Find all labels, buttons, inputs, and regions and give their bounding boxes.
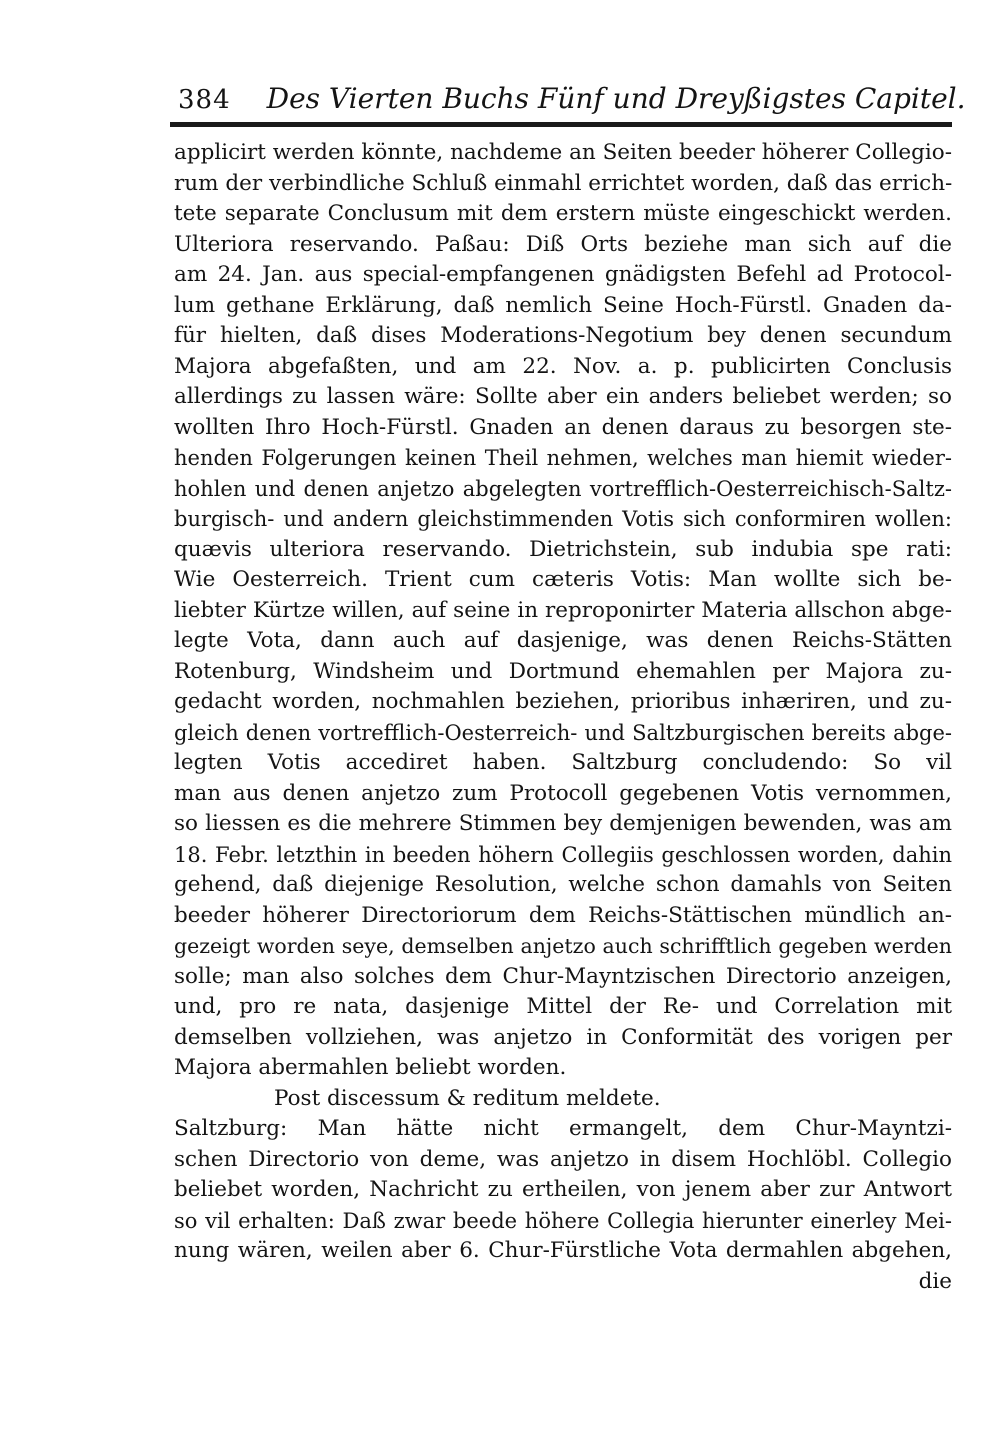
text-line: gezeigt worden seye, demselben anjetzo auch schrifftlich gegeben werden — [174, 934, 952, 958]
text-line: so vil erhalten: Daß zwar beede höhere Collegia hierunter einerley Mei- — [174, 1208, 952, 1233]
text-line: so liessen es die mehrere Stimmen bey demjenigen bewenden, was am — [174, 811, 952, 836]
text-line: henden Folgerungen keinen Theil nehmen, welches man hiemit wieder- — [174, 446, 952, 470]
text-line: legten Votis accediret haben. Saltzburg concludendo: So vil — [174, 750, 952, 775]
text-line: Saltzburg: Man hätte nicht ermangelt, dem Chur-Mayntzi- — [174, 1116, 952, 1141]
text-line: 18. Febr. letzthin in beeden höhern Collegiis geschlossen worden, dahin — [174, 842, 952, 867]
text-line: gleich denen vortrefflich-Oesterreich- und Saltzburgischen bereits abge- — [174, 720, 952, 745]
text-line: gehend, daß diejenige Resolution, welche schon damahls von Seiten — [174, 872, 952, 897]
text-line: legte Vota, dann auch auf dasjenige, was denen Reichs-Stätten — [174, 628, 952, 653]
text-line: wollten Ihro Hoch-Fürstl. Gnaden an denen daraus zu besorgen ste- — [174, 414, 952, 440]
text-line: und, pro re nata, dasjenige Mittel der Re- und Correlation mit — [174, 994, 952, 1019]
header-rule — [170, 122, 952, 127]
text-line: allerdings zu lassen wäre: Sollte aber ein anders beliebet werden; so — [174, 384, 952, 409]
text-line: nung wären, weilen aber 6. Chur-Fürstliche Vota dermahlen abgehen, — [174, 1238, 952, 1263]
text-line: Majora abermahlen beliebt worden. — [174, 1055, 567, 1080]
text-line: beliebet worden, Nachricht zu ertheilen, von jenem aber zur Antwort — [174, 1177, 952, 1202]
page-number: 384 — [178, 85, 231, 115]
running-title: Des Vierten Buchs Fünf und Dreyßigstes Capitel. — [266, 82, 966, 115]
text-line: demselben vollziehen, was anjetzo in Conformität des vorigen per — [174, 1024, 952, 1050]
text-line: lum gethane Erklärung, daß nemlich Seine Hoch-Fürstl. Gnaden da- — [174, 292, 952, 318]
text-line: liebter Kürtze willen, auf seine in reproponirter Materia allschon abge- — [174, 597, 952, 623]
text-line: tete separate Conclusum mit dem erstern müste eingeschickt werden. — [174, 201, 952, 226]
text-line: beeder höherer Directoriorum dem Reichs-Stättischen mündlich an- — [174, 902, 952, 928]
catchword: die — [918, 1268, 952, 1294]
body-text — [174, 138, 952, 1297]
text-line: applicirt werden könnte, nachdeme an Seiten beeder höherer Collegio- — [174, 140, 952, 165]
text-line: für hielten, daß dises Moderations-Negotium bey denen secundum — [174, 323, 952, 348]
text-line: schen Directorio von deme, was anjetzo in disem Hochlöbl. Collegio — [174, 1146, 952, 1172]
text-line: Ulteriora reservando. Paßau: Diß Orts beziehe man sich auf die — [174, 231, 952, 257]
text-line: man aus denen anjetzo zum Protocoll gegebenen Votis vernommen, — [174, 780, 952, 806]
text-line: Rotenburg, Windsheim und Dortmund ehemahlen per Majora zu- — [174, 658, 952, 684]
text-line: burgisch- und andern gleichstimmenden Votis sich conformiren wollen: — [174, 507, 952, 531]
text-line: am 24. Jan. aus special-empfangenen gnädigsten Befehl ad Protocol- — [174, 262, 952, 287]
text-line: gedacht worden, nochmahlen beziehen, prioribus inhæriren, und zu- — [174, 689, 952, 714]
text-line: rum der verbindliche Schluß einmahl errichtet worden, daß das errich- — [174, 170, 953, 196]
text-line: solle; man also solches dem Chur-Mayntzischen Directorio anzeigen, — [174, 963, 952, 989]
page-header — [178, 82, 966, 122]
text-line: Wie Oesterreich. Trient cum cæteris Votis: Man wollte sich be- — [174, 567, 952, 592]
text-line: Post discessum & reditum meldete. — [274, 1085, 661, 1111]
text-line: hohlen und denen anjetzo abgelegten vortrefflich-Oesterreichisch-Saltz- — [174, 476, 952, 501]
text-line: quævis ulteriora reservando. Dietrichstein, sub indubia spe rati: — [174, 536, 952, 562]
text-line: Majora abgefaßten, und am 22. Nov. a. p. publicirten Conclusis — [174, 353, 952, 379]
